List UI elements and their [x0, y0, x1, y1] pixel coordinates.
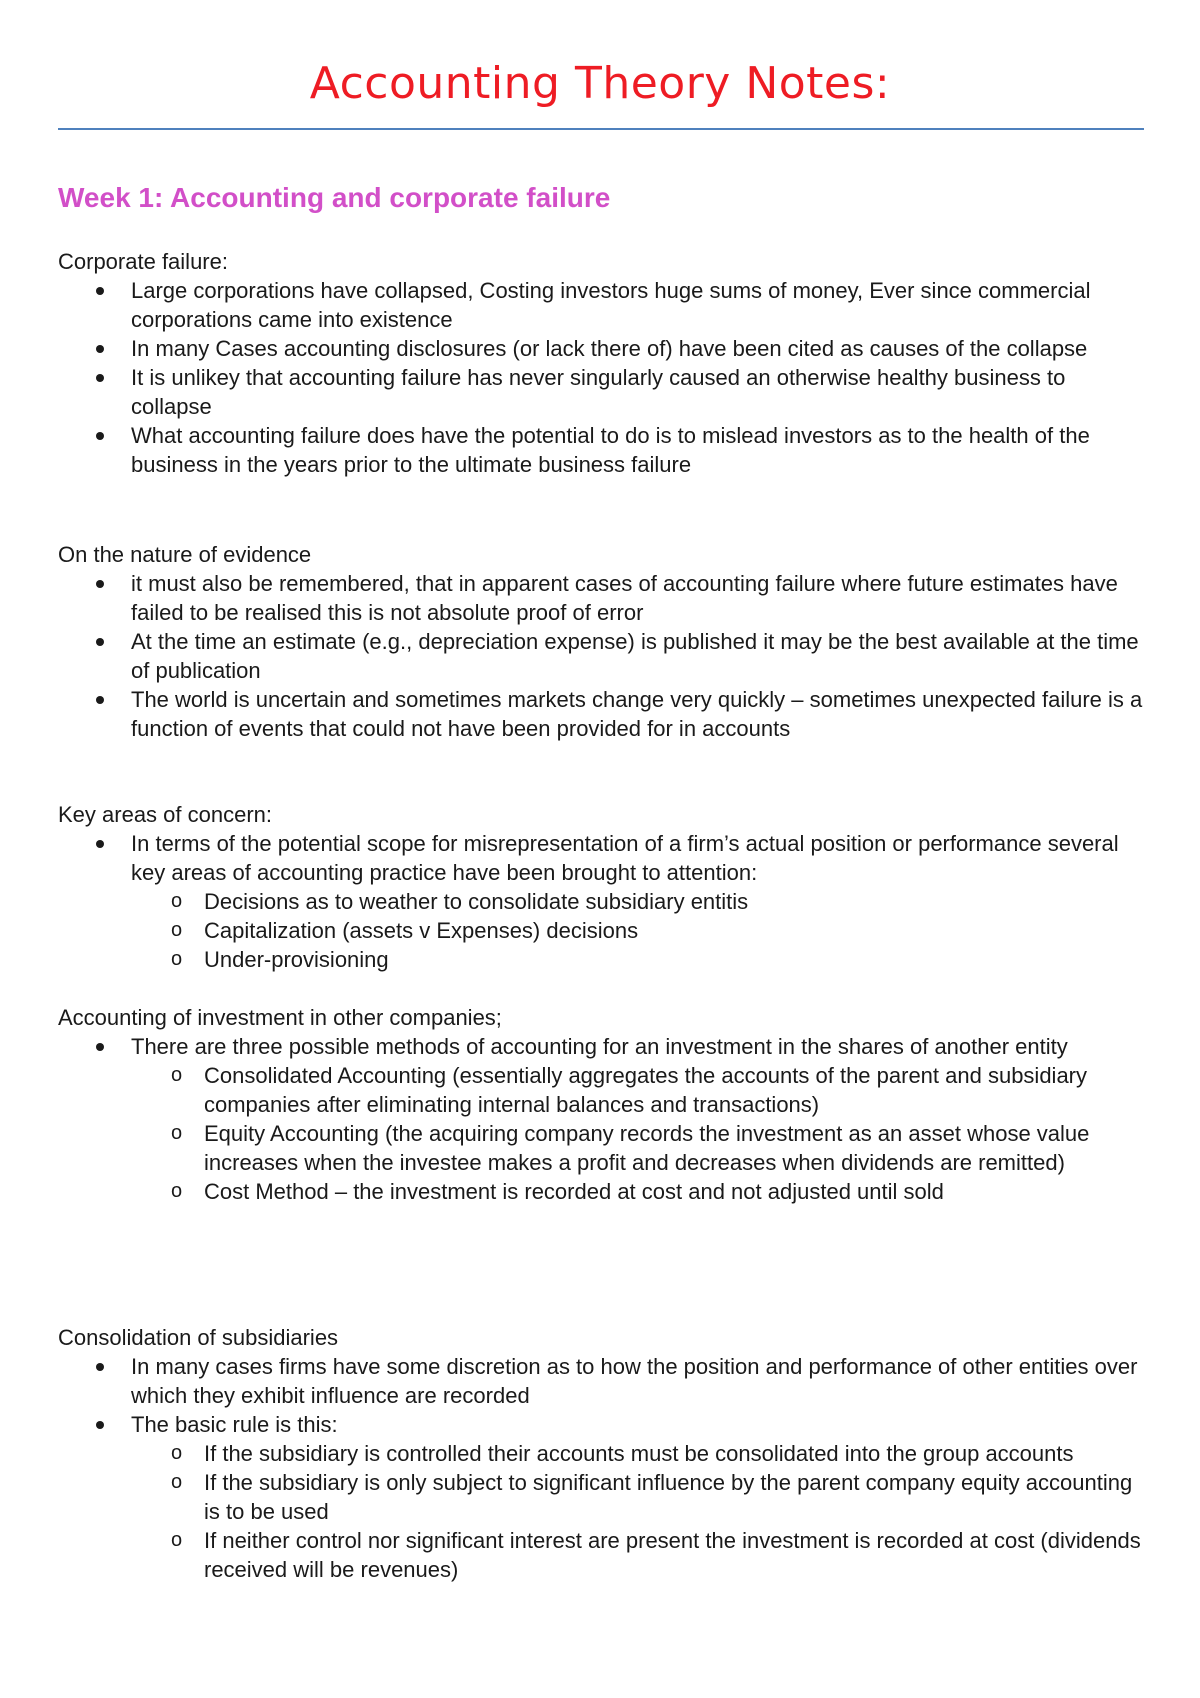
list-item-text: it must also be remembered, that in apparent cases of accounting failure where future estimates have failed to be realised this is not absolute proof of error	[131, 571, 1118, 625]
list-item-text: Large corporations have collapsed, Costing investors huge sums of money, Ever since commercial corporations came into existence	[131, 278, 1091, 332]
circle-bullet-icon: o	[171, 919, 183, 941]
bullet-dot-icon	[96, 374, 104, 382]
sub-list-item	[171, 1526, 1148, 1584]
bullet-list	[58, 569, 1148, 743]
sub-list-item	[171, 1177, 1148, 1206]
list-item	[131, 627, 1148, 685]
list-item	[131, 276, 1148, 334]
section-investment-accounting	[58, 1003, 1148, 1206]
circle-bullet-icon: o	[171, 948, 183, 970]
list-item-text: In many cases firms have some discretion as to how the position and performance of other entities over which they exhibit influence are recorded	[131, 1354, 1138, 1408]
sub-bullet-list	[131, 1439, 1148, 1584]
circle-bullet-icon: o	[171, 890, 183, 912]
sub-bullet-list	[131, 887, 1148, 974]
section-label: Consolidation of subsidiaries	[58, 1325, 339, 1350]
sub-list-item-text: If the subsidiary is controlled their accounts must be consolidated into the group accounts	[204, 1441, 1074, 1466]
list-item-text: The world is uncertain and sometimes markets change very quickly – sometimes unexpected failure is a function of events that could not have been provided for in accounts	[131, 687, 1143, 741]
sub-list-item-text: If neither control nor significant interest are present the investment is recorded at cost (dividends received will be revenues)	[204, 1528, 1141, 1582]
list-item-text: The basic rule is this:	[131, 1412, 338, 1437]
sub-list-item-text: Consolidated Accounting (essentially aggregates the accounts of the parent and subsidiary companies after eliminating internal balances and transactions)	[204, 1063, 1088, 1117]
circle-bullet-icon: o	[171, 1442, 183, 1464]
bullet-dot-icon	[96, 345, 104, 353]
section-label: On the nature of evidence	[58, 542, 312, 567]
bullet-list	[58, 829, 1148, 974]
sub-bullet-list	[131, 1061, 1148, 1206]
list-item	[131, 334, 1148, 363]
section-key-areas-of-concern	[58, 800, 1148, 974]
bullet-list	[58, 1352, 1148, 1584]
bullet-dot-icon	[96, 696, 104, 704]
list-item	[131, 363, 1148, 421]
sub-list-item	[171, 945, 1148, 974]
sub-list-item-text: Cost Method – the investment is recorded at cost and not adjusted until sold	[204, 1179, 944, 1204]
bullet-dot-icon	[96, 1363, 104, 1371]
bullet-list	[58, 276, 1148, 479]
page-title: Accounting Theory Notes:	[309, 58, 891, 109]
sub-list-item-text: Under-provisioning	[204, 947, 389, 972]
section-nature-of-evidence	[58, 540, 1148, 743]
section-consolidation-of-subsidiaries	[58, 1323, 1148, 1584]
week-heading: Week 1: Accounting and corporate failure	[58, 182, 611, 213]
circle-bullet-icon: o	[171, 1180, 183, 1202]
sub-list-item	[171, 1439, 1148, 1468]
list-item	[131, 685, 1148, 743]
bullet-dot-icon	[96, 1043, 104, 1051]
circle-bullet-icon: o	[171, 1064, 183, 1086]
sub-list-item	[171, 887, 1148, 916]
list-item-text: There are three possible methods of accounting for an investment in the shares of another entity	[131, 1034, 1068, 1059]
list-item-text: It is unlikey that accounting failure has never singularly caused an otherwise healthy business to collapse	[131, 365, 1066, 419]
sub-list-item-text: Decisions as to weather to consolidate subsidiary entitis	[204, 889, 749, 914]
list-item	[131, 569, 1148, 627]
list-item	[131, 829, 1148, 974]
circle-bullet-icon: o	[171, 1122, 183, 1144]
bullet-dot-icon	[96, 432, 104, 440]
list-item	[131, 1352, 1148, 1410]
sub-list-item-text: Equity Accounting (the acquiring company records the investment as an asset whose value increases when the investee makes a profit and decreases when dividends are remitted)	[204, 1121, 1090, 1175]
bullet-dot-icon	[96, 580, 104, 588]
list-item-text: In terms of the potential scope for misrepresentation of a firm’s actual position or performance several key areas of accounting practice have been brought to attention:	[131, 831, 1119, 885]
sub-list-item	[171, 1468, 1148, 1526]
list-item	[131, 421, 1148, 479]
list-item-text: What accounting failure does have the potential to do is to mislead investors as to the health of the business in the years prior to the ultimate business failure	[131, 423, 1090, 477]
list-item	[131, 1032, 1148, 1206]
section-label: Corporate failure:	[58, 249, 228, 274]
bullet-dot-icon	[96, 1421, 104, 1429]
sub-list-item	[171, 1119, 1148, 1177]
sub-list-item-text: If the subsidiary is only subject to significant influence by the parent company equity accounting is to be used	[204, 1470, 1133, 1524]
sub-list-item	[171, 1061, 1148, 1119]
bullet-list	[58, 1032, 1148, 1206]
sub-list-item	[171, 916, 1148, 945]
section-label: Key areas of concern:	[58, 802, 273, 827]
list-item-text: In many Cases accounting disclosures (or lack there of) have been cited as causes of the collapse	[131, 336, 1088, 361]
list-item	[131, 1410, 1148, 1584]
circle-bullet-icon: o	[171, 1529, 183, 1551]
circle-bullet-icon: o	[171, 1471, 183, 1493]
list-item-text: At the time an estimate (e.g., depreciation expense) is published it may be the best available at the time of publication	[131, 629, 1139, 683]
title-divider	[58, 128, 1144, 130]
section-corporate-failure	[58, 247, 1148, 479]
bullet-dot-icon	[96, 840, 104, 848]
section-label: Accounting of investment in other companies;	[58, 1005, 502, 1030]
bullet-dot-icon	[96, 638, 104, 646]
bullet-dot-icon	[96, 287, 104, 295]
sub-list-item-text: Capitalization (assets v Expenses) decisions	[204, 918, 639, 943]
